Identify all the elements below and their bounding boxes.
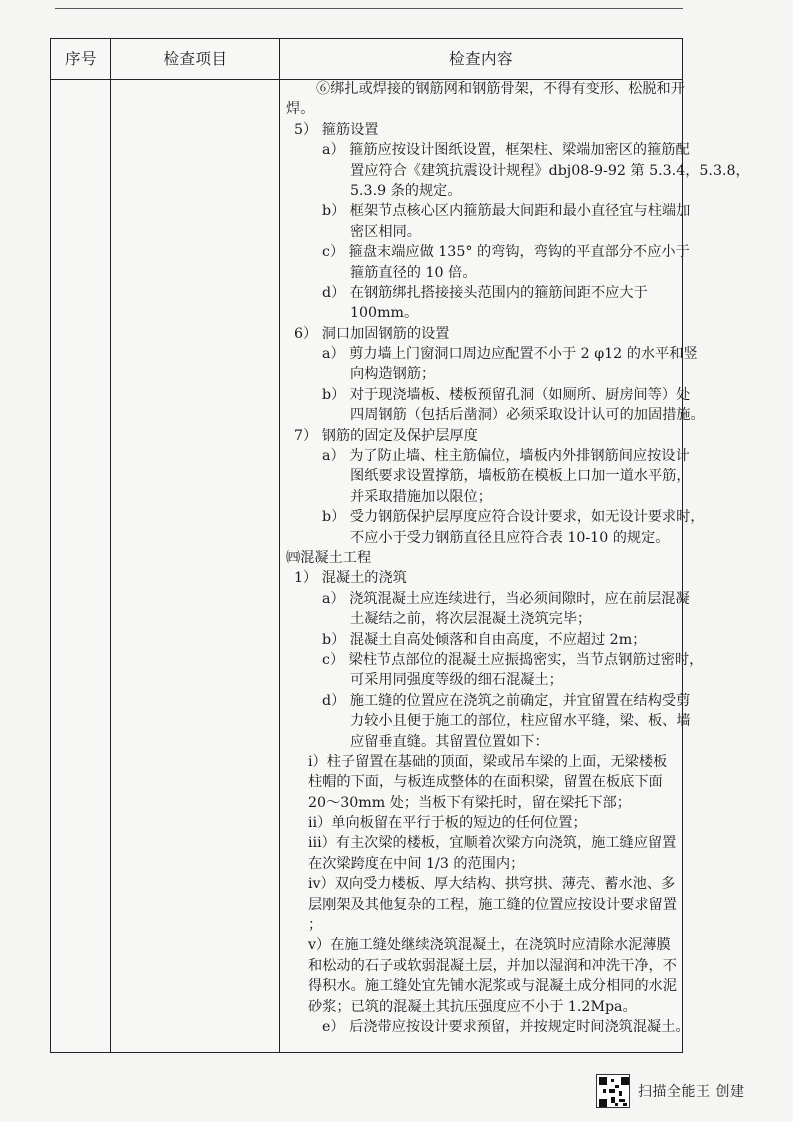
content-line: 四周钢筋（包括后凿洞）必须采取设计认可的加固措施。 (350, 407, 705, 424)
header-inspection-content: 检查内容 (448, 50, 513, 68)
content-line: 土凝结之前，将次层混凝土浇筑完毕； (350, 611, 592, 628)
content-line: b） 框架节点核心区内箍筋最大间距和最小直径宜与柱端加 (322, 203, 691, 220)
watermark-text: 扫描全能王 创建 (638, 1084, 745, 1100)
content-line: a） 箍筋应按设计图纸设置，框架柱、梁端加密区的箍筋配 (322, 142, 690, 159)
column-divider-2 (111, 39, 280, 1052)
content-line: b） 对于现浇墙板、楼板预留孔洞（如厕所、厨房间等）处 (322, 386, 691, 403)
content-line: 图纸要求设置撑筋，墙板筋在模板上口加一道水平筋， (350, 468, 691, 485)
content-line: c） 箍盘末端应做 135° 的弯钩，弯钩的平直部分不应小于 (322, 244, 690, 261)
content-line: 1） 混凝土的浇筑 (294, 570, 407, 587)
content-line: e） 后浇带应按设计要求预留，并按规定时间浇筑混凝土。 (322, 1018, 690, 1035)
content-line: 层刚架及其他复杂的工程，施工缝的位置应按设计要求留置 (308, 896, 677, 913)
table-header (51, 39, 682, 80)
content-line: ⅳ）双向受力楼板、厚大结构、拱穹拱、薄壳、蓄水池、多 (308, 876, 676, 893)
content-line: 在次梁跨度在中间 1/3 的范围内； (308, 855, 525, 872)
content-line: b） 混凝土自高处倾落和自由高度，不应超过 2m； (322, 631, 647, 648)
content-line: 柱帽的下面，与板连成整体的在面积梁，留置在板底下面 (308, 774, 663, 791)
content-line: 100mm。 (350, 305, 419, 322)
content-line: 20～30mm 处；当板下有梁托时，留在梁托下部； (308, 794, 631, 811)
content-line: 5） 箍筋设置 (294, 121, 379, 138)
content-line: 焊。 (286, 101, 315, 118)
content-line: 向构造钢筋； (350, 366, 436, 383)
content-line: c） 梁柱节点部位的混凝土应振捣密实，当节点钢筋过密时， (322, 651, 704, 668)
content-line: 密区相同。 (350, 223, 421, 240)
content-line: 6） 洞口加固钢筋的设置 (294, 325, 450, 342)
content-line: d） 施工缝的位置应在浇筑之前确定，并宜留置在结构受剪 (322, 692, 691, 709)
content-line: d） 在钢筋绑扎搭接接头范围内的箍筋间距不应大于 (322, 284, 648, 301)
content-line: 应留垂直缝。其留置位置如下： (350, 733, 549, 750)
content-line: 不应小于受力钢筋直径且应符合表 10-10 的规定。 (350, 529, 670, 546)
content-line: ； (308, 917, 323, 934)
page-top-rule (55, 8, 683, 9)
content-line: ⅴ）在施工缝处继续浇筑混凝土，在浇筑时应清除水泥薄膜 (308, 937, 671, 954)
header-serial-number: 序号 (64, 50, 97, 68)
content-line: 箍筋直径的 10 倍。 (350, 264, 477, 281)
content-line: 置应符合《建筑抗震设计规程》dbj08-9-92 第 5.3.4，5.3.8， (350, 162, 750, 179)
content-line: ㈣混凝土工程 (286, 549, 372, 566)
inspection-content-cell (286, 79, 750, 1037)
content-line: 可采用同强度等级的细石混凝土； (350, 672, 563, 689)
header-inspection-item: 检查项目 (163, 50, 228, 68)
content-line: a） 剪力墙上门窗洞口周边应配置不小于 2 φ12 的水平和竖 (322, 346, 698, 363)
content-line: ⑥绑扎或焊接的钢筋网和钢筋骨架，不得有变形、松脱和开 (316, 81, 685, 97)
content-line: 得积水。施工缝处宜先铺水泥浆或与混凝土成分相同的水泥 (308, 978, 677, 995)
content-line: ⅲ）有主次梁的楼板，宜顺着次梁方向浇筑，施工缝应留置 (308, 835, 677, 852)
content-line: a） 浇筑混凝土应连续进行，当必须间隙时，应在前层混凝 (322, 590, 690, 607)
content-line: 并采取措施加以限位； (350, 488, 492, 505)
content-line: 砂浆；已筑的混凝土其抗压强度应不小于 1.2Mpa。 (308, 998, 637, 1015)
content-line: 和松动的石子或软弱混凝土层，并加以湿润和冲洗干净，不 (308, 957, 677, 974)
scanner-watermark (596, 1073, 744, 1109)
content-line: 力较小且便于施工的部位，柱应留水平缝，梁、板、墙 (350, 713, 691, 730)
content-line: b） 受力钢筋保护层厚度应符合设计要求，如无设计要求时， (322, 509, 705, 526)
column-divider-1 (51, 39, 111, 1052)
content-line: a） 为了防止墙、柱主筋偏位，墙板内外排钢筋间应按设计 (322, 448, 690, 465)
inspection-table (50, 38, 750, 1053)
content-line: 5.3.9 条的规定。 (350, 182, 462, 199)
qr-code-icon (596, 1074, 630, 1108)
content-line: 7） 钢筋的固定及保护层厚度 (294, 427, 478, 444)
content-line: ⅰ）柱子留置在基础的顶面，梁或吊车梁的上面，无梁楼板 (308, 753, 668, 770)
content-line: ⅱ）单向板留在平行于板的短边的任何位置； (308, 815, 587, 832)
